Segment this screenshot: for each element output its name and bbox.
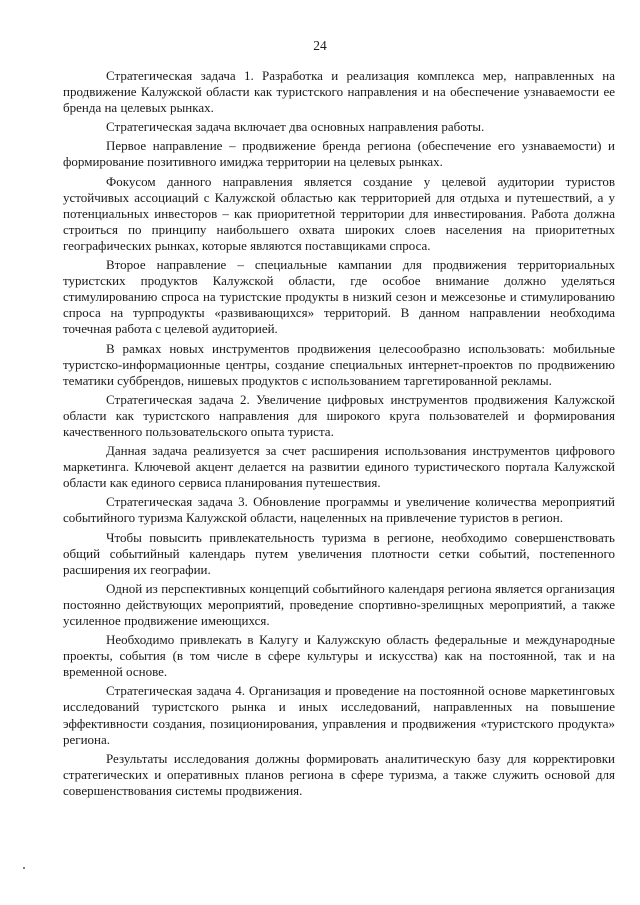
paragraph-strategic-task-2: Стратегическая задача 2. Увеличение цифровых инструментов продвижения Калужской области как туристского направления для широкого круга пользователей и формирования качественного пользовательского опыта туриста. [63,391,615,439]
paragraph-strategic-task-4: Стратегическая задача 4. Организация и проведение на постоянной основе маркетинговых исследований туристского рынка и иных исследований, направленных на повышение эффективности создания, позиционирования, управления и продвижения «туристского продукта» региона. [63,683,615,747]
paragraph-strategic-task-1: Стратегическая задача 1. Разработка и реализация комплекса мер, направленных на продвижение Калужской области как туристского направления и на обеспечение узнаваемости ее бренда на целевых рынках. [63,68,615,116]
paragraph-first-direction: Первое направление – продвижение бренда региона (обеспечение его узнаваемости) и формирование позитивного имиджа территории на целевых рынках. [63,138,615,170]
paragraph-attractiveness: Чтобы повысить привлекательность туризма в регионе, необходимо совершенствовать общий событийный календарь путем увеличения плотности сетки событий, постепенного расширения их географии. [63,529,615,577]
paragraph-two-directions: Стратегическая задача включает два основных направления работы. [106,119,485,135]
paragraph-event-calendar: Одной из перспективных концепций событийного календаря региона является организация постоянно действующих мероприятий, проведение спортивно-зрелищных мероприятий, а также усиленное продвижение имеющихся. [63,580,615,628]
paragraph-new-tools: В рамках новых инструментов продвижения целесообразно использовать: мобильные туристско-информационные центры, создание специальных интернет-проектов по продвижению тематики суббрендов, нишевых продуктов с использованием таргетированной рекламы. [63,340,615,388]
paragraph-second-direction: Второе направление – специальные кампании для продвижения территориальных туристских продуктов Калужской области, где особое внимание должно уделяться стимулированию спроса на туристские продукты в низкий сезон и межсезонье и стимулированию спроса на турпродукты «развивающихся» территорий. В данном направлении необходима точечная работа с целевой аудиторией. [63,257,615,337]
paragraph-federal-projects: Необходимо привлекать в Калугу и Калужскую область федеральные и международные проекты, события (в том числе в сфере культуры и искусства) как на постоянной, так и на временной основе. [63,632,615,680]
paragraph-digital-marketing: Данная задача реализуется за счет расширения использования инструментов цифрового маркетинга. Ключевой акцент делается на развитии единого туристического портала Калужской области как единого сервиса планирования путешествия. [63,443,615,491]
page-number: 24 [313,38,327,53]
paragraph-research-results: Результаты исследования должны формировать аналитическую базу для корректировки стратегических и оперативных планов региона в сфере туризма, а также служить основой для совершенствования системы продвижения. [63,750,615,798]
paragraph-focus: Фокусом данного направления является создание у целевой аудитории туристов устойчивых ассоциаций с Калужской областью как территорией для отдыха и путешествий, а у потенциальных инвесторов – как приоритетной территории для инвестирования. Работа должна строиться по принципу наибольшего охвата широких слоев населения на приоритетных географических рынках, которые являются поставщиками спроса. [63,173,615,253]
paragraph-strategic-task-3: Стратегическая задача 3. Обновление программы и увеличение количества мероприятий событийного туризма Калужской области, нацеленных на привлечение туристов в регион. [63,494,615,526]
scan-artifact-dot [23,867,25,869]
document-body [63,68,615,799]
